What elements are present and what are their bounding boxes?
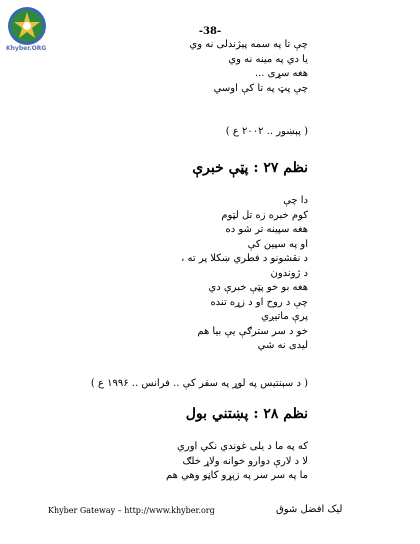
poem-27-title: نظم ۲۷ : پټې خبرې bbox=[192, 160, 308, 176]
poem-28-title: نظم ۲۸ : پښتني بول bbox=[185, 406, 308, 422]
stanza-1 bbox=[189, 38, 308, 96]
verse-line: د ژوندون bbox=[270, 267, 308, 279]
poem-27-body bbox=[181, 194, 308, 354]
verse-line: لا د لارې دوارو خوانه ولاړ خلګ bbox=[182, 455, 308, 467]
verse-line: هغه سړی ... bbox=[254, 68, 308, 79]
verse-line: هغه سپینه تر شو ده bbox=[225, 224, 308, 235]
footer-author: لیک افضل شوق bbox=[276, 504, 343, 515]
verse-line: پرې ماتیږي bbox=[261, 311, 308, 322]
date-line-1: ( پېښور .. ۲۰۰۲ ع ) bbox=[225, 126, 308, 137]
page-number: -38- bbox=[198, 26, 222, 37]
verse-line: هغه بو خو پټې خبرې دي bbox=[208, 282, 308, 293]
verse-line: او په سپین کې bbox=[247, 238, 308, 250]
verse-line: چې تا په سمه پېژندلی نه وي bbox=[189, 39, 308, 50]
verse-line: چې د روح او د زړه تنده bbox=[210, 296, 308, 308]
verse-line: ما په سر سر په زېړو کاڼو وهي هم bbox=[166, 470, 308, 481]
verse-line: د نقشونو د فطري ښکلا پر ته ، bbox=[181, 253, 308, 264]
verse-line: یا دي په مینه نه وي bbox=[228, 53, 308, 65]
verse-line: که په ما د یلی غوندي نکي اوري bbox=[177, 441, 308, 452]
verse-line: چې پټ په تا کې اوسي bbox=[213, 82, 308, 94]
verse-line: خو د سر سترګې یې بیا هم bbox=[197, 325, 308, 337]
verse-line: دا چې bbox=[283, 195, 308, 206]
footer-site-link: Khyber Gateway – http://www.khyber.org bbox=[48, 506, 215, 515]
poem-28-body bbox=[166, 440, 308, 484]
logo-caption: Khyber.ORG bbox=[6, 45, 47, 52]
date-line-2: ( د سېنتیس په لوړ په سفر کې .. فرانس .. ۱۹۹۶ ع ) bbox=[90, 378, 308, 389]
verse-line: لیدی نه شي bbox=[257, 340, 308, 351]
verse-line: کوم خبره زه تل لټوم bbox=[221, 209, 308, 221]
